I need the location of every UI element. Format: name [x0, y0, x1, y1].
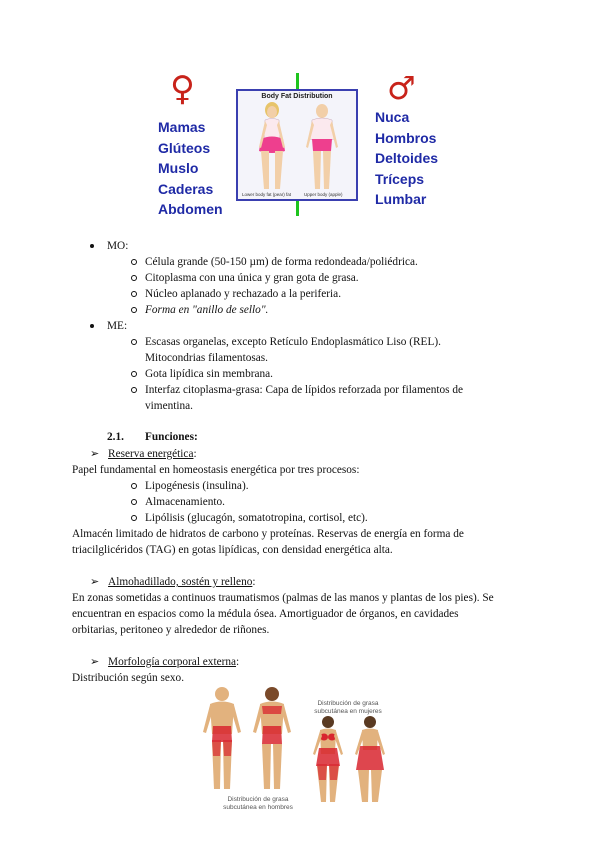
female-item: Glúteos: [158, 139, 211, 156]
body-silhouettes: [238, 101, 356, 197]
arrow-icon: ➢: [90, 655, 100, 668]
male-item: Tríceps: [375, 170, 425, 187]
male-symbol: ♂: [387, 69, 416, 107]
morfologia-colon: :: [236, 656, 240, 668]
reserva-heading: [90, 446, 197, 462]
caption-women: [308, 700, 388, 716]
me-item: Escasas organelas, excepto Retículo Endoplasmático Liso (REL).: [145, 334, 441, 350]
body-fat-distribution-image: [236, 89, 358, 201]
man-front-figure: [203, 687, 241, 789]
female-item: Muslo: [158, 160, 199, 176]
me-item: Gota lipídica sin membrana.: [145, 366, 273, 382]
male-item: Deltoides: [375, 150, 439, 166]
caption-women-line: subcutánea en mujeres: [314, 708, 382, 715]
morfologia-heading-text: Morfología corporal externa: [108, 656, 237, 668]
almohadillado-heading: [90, 574, 256, 590]
mo-item: Citoplasma con una única y gran gota de grasa.: [145, 270, 359, 286]
almohadillado-paragraph-line: En zonas sometidas a continuos traumatismos (palmas de las manos y plantas de los pies). Se: [72, 592, 494, 604]
almohadillado-heading-text: Almohadillado, sostén y relleno: [108, 576, 253, 588]
section-title: Funciones:: [145, 431, 198, 443]
female-item: Mamas: [158, 119, 206, 135]
reserva-paragraph-line: triacilglicéridos (TAG) en gotas lipídicas, con densidad energética alta.: [72, 544, 393, 556]
reserva-paragraph-line: Almacén limitado de hidratos de carbono y proteínas. Reservas de energía en forma de: [72, 528, 464, 540]
reserva-item: Almacenamiento.: [145, 494, 225, 510]
pear-figure: [259, 102, 285, 189]
me-item: Interfaz citoplasma-grasa: Capa de lípidos reforzada por filamentos de: [145, 382, 463, 398]
caption-men: [208, 796, 308, 812]
male-item: Nuca: [375, 109, 410, 125]
arrow-icon: ➢: [90, 575, 100, 588]
caption-men-line: subcutánea en hombres: [223, 804, 293, 811]
reserva-heading-text: Reserva energética: [108, 448, 194, 460]
reserva-colon: :: [193, 448, 197, 460]
me-item-continuation: Mitocondrias filamentosas.: [145, 352, 268, 364]
woman-front-figure: [313, 716, 343, 802]
chart-caption-left: Lower body fat (pear) fat: [242, 192, 292, 197]
mo-item: Núcleo aplanado y rechazado a la periferia.: [145, 286, 341, 302]
mo-item: Célula grande (50-150 µm) de forma redondeada/poliédrica.: [145, 254, 418, 270]
section-number: 2.1.: [107, 431, 124, 443]
chart-caption-right: Upper body (apple): [304, 192, 343, 197]
morfologia-intro: Distribución según sexo.: [72, 672, 185, 684]
reserva-item: Lipólisis (glucagón, somatotropina, cortisol, etc).: [145, 510, 368, 526]
female-item: Abdomen: [158, 201, 223, 217]
mo-label: MO:: [107, 238, 128, 254]
male-fat-list: [375, 107, 438, 210]
almohadillado-paragraph-line: encuentran en espacios como la médula ósea. Amortiguador de órganos, en cavidades: [72, 608, 459, 620]
me-label: ME:: [107, 318, 127, 334]
reserva-intro: Papel fundamental en homeostasis energética por tres procesos:: [72, 464, 360, 476]
almohadillado-colon: :: [252, 576, 256, 588]
mo-item: Forma en "anillo de sello".: [145, 302, 268, 318]
woman-back-figure: [355, 716, 385, 802]
reserva-item: Lipogénesis (insulina).: [145, 478, 249, 494]
almohadillado-paragraph-line: orbitarias, peritoneo y alrededor de riñones.: [72, 624, 270, 636]
arrow-icon: ➢: [90, 447, 100, 460]
caption-men-line: Distribución de grasa: [227, 796, 289, 803]
apple-figure: [306, 104, 338, 189]
male-item: Lumbar: [375, 191, 427, 207]
female-fat-list: [158, 117, 223, 220]
chart-title: Body Fat Distribution: [261, 93, 333, 100]
subcutaneous-fat-figure: [198, 684, 398, 824]
caption-women-line: Distribución de grasa: [317, 700, 379, 707]
me-item-continuation: vimentina.: [145, 400, 194, 412]
green-line-bottom: [296, 200, 299, 216]
morfologia-heading: [90, 654, 239, 670]
female-symbol: ♀: [170, 69, 195, 109]
man-back-figure: [253, 687, 291, 789]
green-line-top: [296, 73, 299, 90]
male-item: Hombros: [375, 129, 437, 146]
female-item: Caderas: [158, 180, 214, 197]
